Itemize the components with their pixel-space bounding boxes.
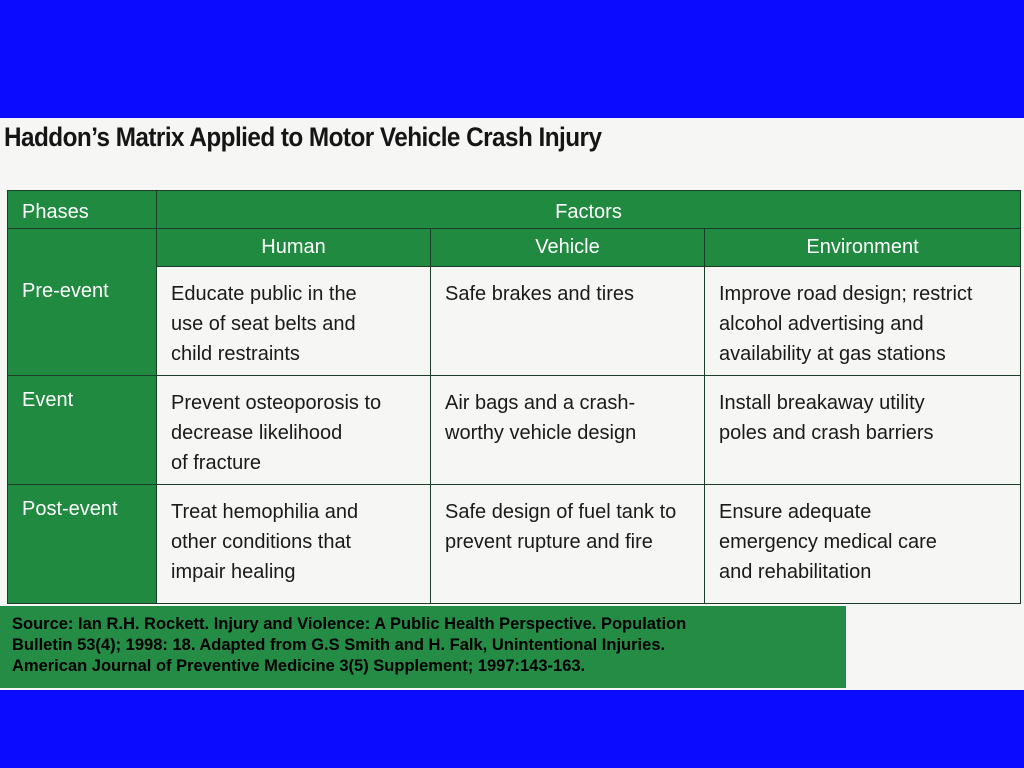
cell-line: Safe design of fuel tank to xyxy=(445,501,677,523)
cell-post-event-environment xyxy=(705,485,1021,604)
cell-line: availability at gas stations xyxy=(719,343,946,365)
cell-line: alcohol advertising and xyxy=(719,313,924,335)
cell-post-event-human xyxy=(157,485,431,604)
table-row xyxy=(8,376,1021,485)
cell-line: prevent rupture and fire xyxy=(445,531,653,553)
cell-line: use of seat belts and xyxy=(171,313,356,335)
haddon-matrix-table xyxy=(7,190,1021,604)
page-title: Haddon’s Matrix Applied to Motor Vehicle Crash Injury xyxy=(4,122,602,152)
cell-line: other conditions that xyxy=(171,531,352,553)
cell-line: Improve road design; restrict xyxy=(719,283,973,305)
cell-line: Ensure adequate xyxy=(719,501,872,523)
cell-line: child restraints xyxy=(171,343,300,365)
cell-line: decrease likelihood xyxy=(171,422,343,444)
cell-line: of fracture xyxy=(171,452,262,474)
cell-line: Treat hemophilia and xyxy=(171,501,359,523)
cell-event-human xyxy=(157,376,431,485)
column-header-human: Human xyxy=(157,229,431,267)
cell-line: worthy vehicle design xyxy=(445,422,637,444)
cell-line: Air bags and a crash- xyxy=(445,392,636,414)
cell-line: and rehabilitation xyxy=(719,561,872,583)
cell-line: poles and crash barriers xyxy=(719,422,934,444)
cell-line: Educate public in the xyxy=(171,283,357,305)
cell-pre-event-human xyxy=(157,267,431,376)
cell-pre-event-environment xyxy=(705,267,1021,376)
phase-cell-post-event: Post-event xyxy=(8,485,157,604)
table-row xyxy=(8,267,1021,376)
source-line: Bulletin 53(4); 1998: 18. Adapted from G.S Smith and H. Falk, Unintentional Injuries. xyxy=(12,636,666,654)
cell-line: impair healing xyxy=(171,561,296,583)
cell-line: emergency medical care xyxy=(719,531,937,553)
source-citation-box xyxy=(0,606,846,688)
column-header-environment: Environment xyxy=(705,229,1021,267)
cell-event-vehicle xyxy=(431,376,705,485)
cell-event-environment xyxy=(705,376,1021,485)
column-header-vehicle: Vehicle xyxy=(431,229,705,267)
phase-cell-event: Event xyxy=(8,376,157,485)
cell-line: Safe brakes and tires xyxy=(445,283,634,305)
cell-line: Install breakaway utility xyxy=(719,392,925,414)
cell-pre-event-vehicle xyxy=(431,267,705,376)
cell-post-event-vehicle xyxy=(431,485,705,604)
cell-line: Prevent osteoporosis to xyxy=(171,392,382,414)
table-row xyxy=(8,485,1021,604)
phases-header: Phases xyxy=(8,191,157,229)
factors-header: Factors xyxy=(157,191,1021,229)
scanned-page xyxy=(0,118,1024,690)
source-line: American Journal of Preventive Medicine 3(5) Supplement; 1997:143-163. xyxy=(12,657,586,675)
phase-cell-pre-event: Pre-event xyxy=(8,229,157,376)
source-line: Source: Ian R.H. Rockett. Injury and Violence: A Public Health Perspective. Population xyxy=(12,615,687,633)
